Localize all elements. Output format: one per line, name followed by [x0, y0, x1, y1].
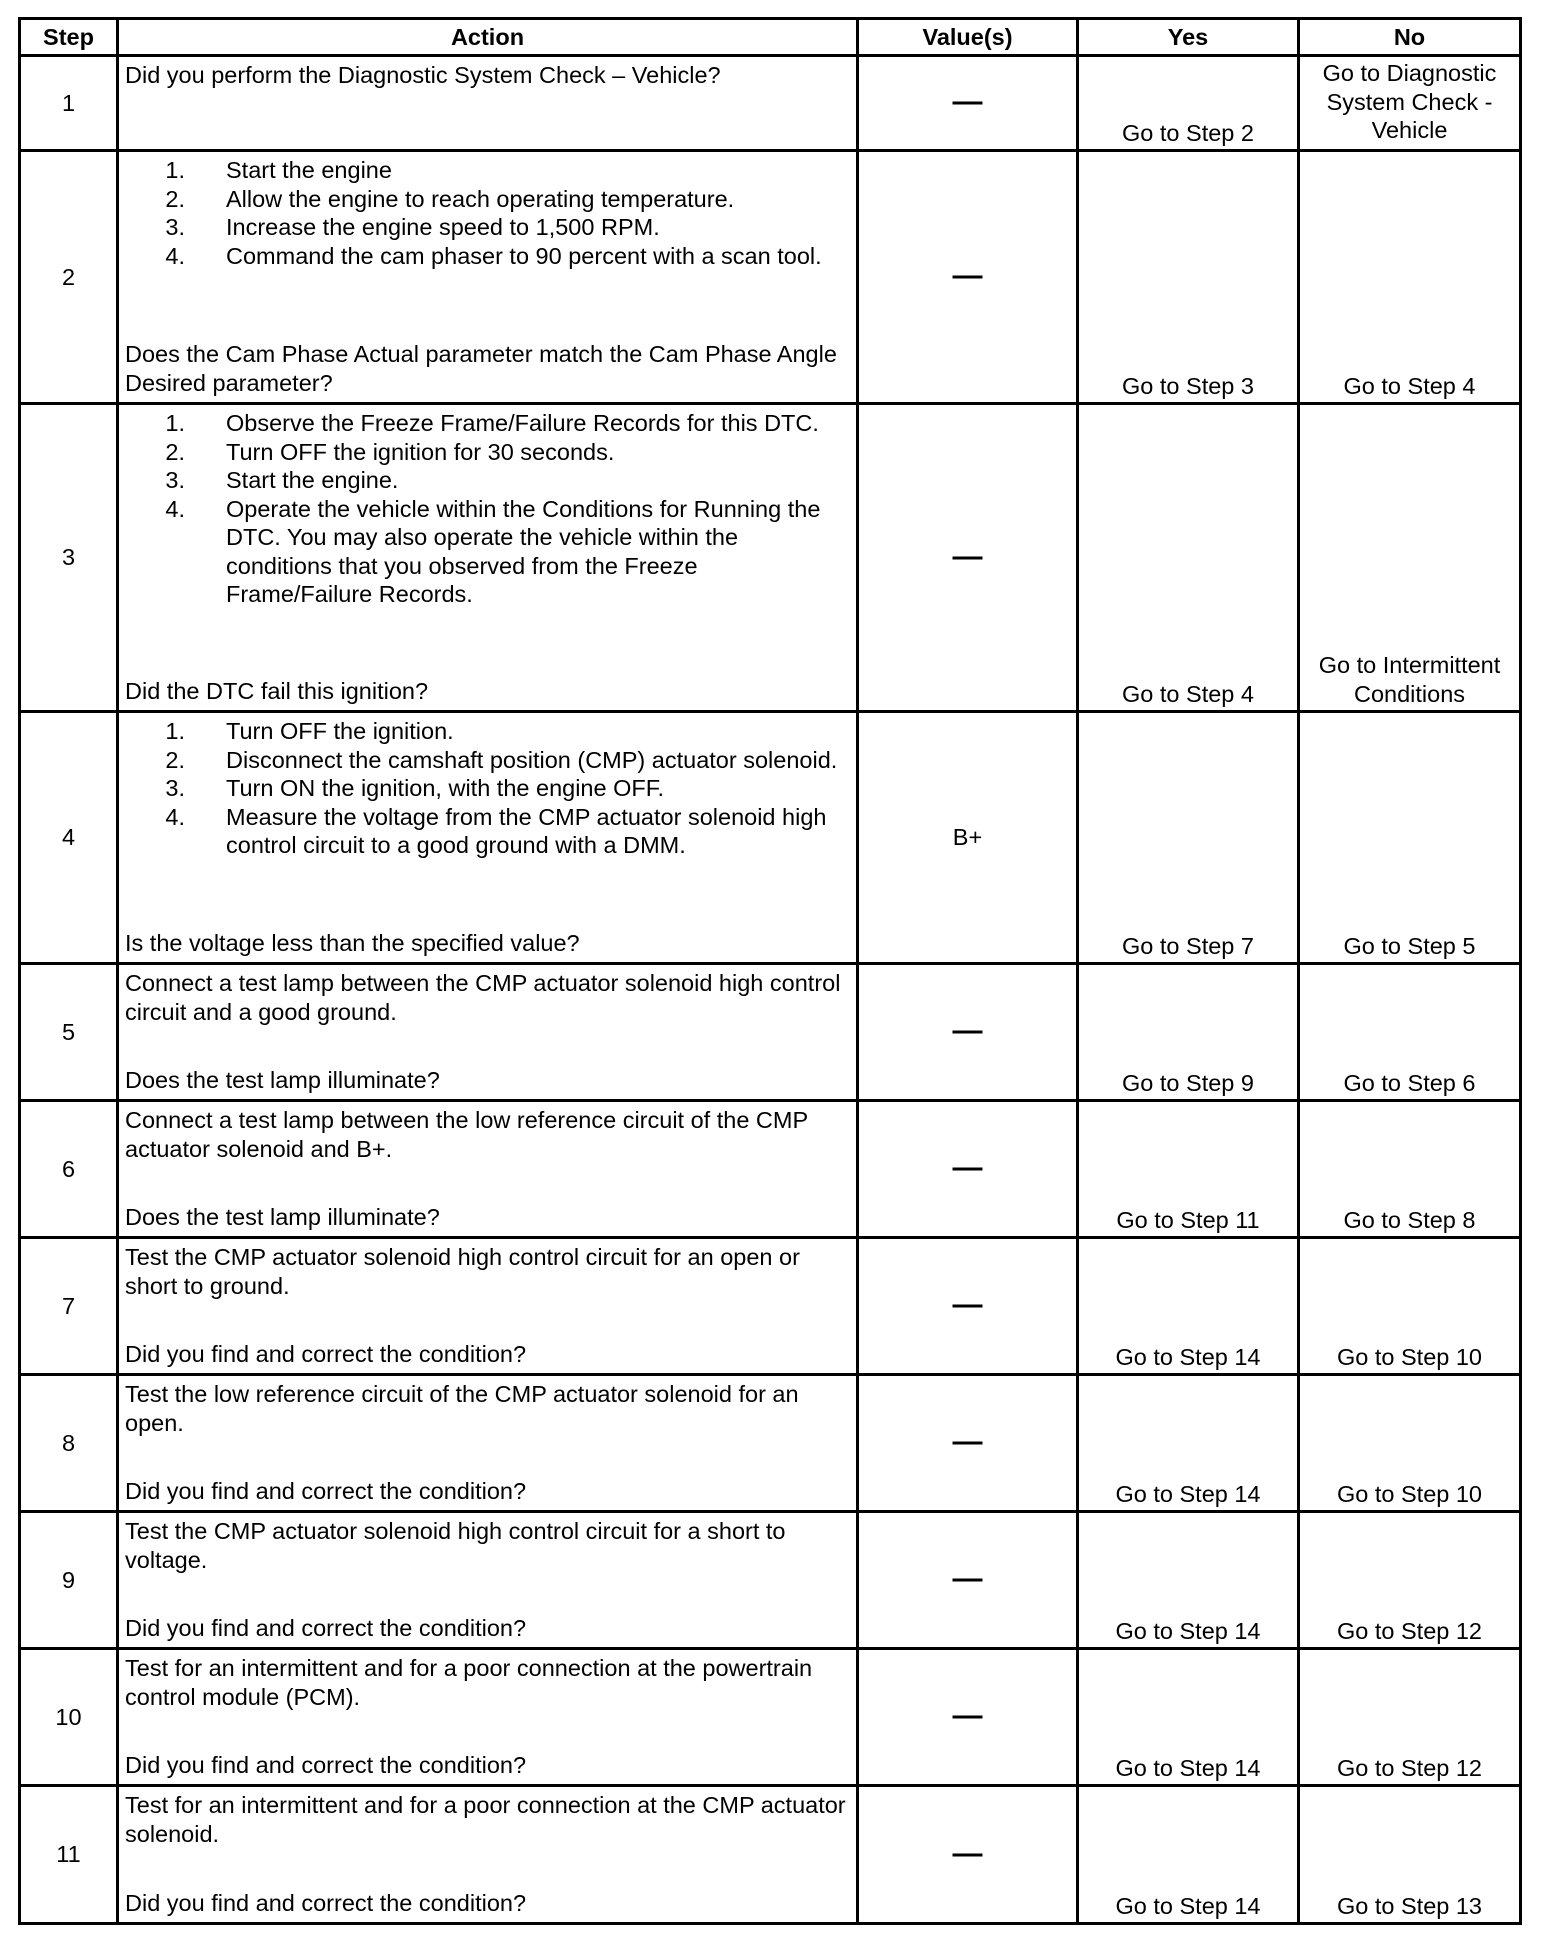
table-row	[20, 712, 1521, 964]
substep-item	[125, 717, 850, 746]
value-cell	[858, 1786, 1078, 1924]
yes-cell: Go to Step 14	[1078, 1375, 1299, 1512]
substep-number: 3.	[165, 214, 185, 240]
value-cell	[858, 151, 1078, 404]
header-values: Value(s)	[858, 19, 1078, 56]
no-cell: Go to Step 8	[1299, 1101, 1521, 1238]
substep-text: Command the cam phaser to 90 percent with a scan tool.	[226, 242, 822, 269]
yes-cell: Go to Step 2	[1078, 56, 1299, 151]
action-top	[125, 717, 850, 860]
action-question: Does the test lamp illuminate?	[125, 1066, 440, 1093]
action-cell	[118, 1649, 858, 1786]
substep-number: 1.	[165, 410, 185, 436]
action-cell	[118, 712, 858, 964]
substep-item	[125, 803, 850, 860]
step-number: 9	[20, 1512, 118, 1649]
action-top	[125, 1791, 850, 1848]
value-cell	[858, 404, 1078, 712]
value-text: —	[952, 85, 983, 119]
substep-item	[125, 438, 850, 467]
action-question: Does the Cam Phase Actual parameter match the Cam Phase Angle Desired parameter?	[125, 341, 837, 396]
action-content	[125, 1654, 850, 1779]
step-number: 6	[20, 1101, 118, 1238]
diagnostic-table	[18, 17, 1522, 1925]
no-cell: Go to Step 12	[1299, 1512, 1521, 1649]
substep-text: Start the engine	[226, 157, 392, 183]
action-question: Did the DTC fail this ignition?	[125, 677, 429, 704]
action-substeps	[125, 409, 850, 609]
action-cell	[118, 1375, 858, 1512]
table-row	[20, 1512, 1521, 1649]
no-cell: Go to Step 13	[1299, 1786, 1521, 1924]
action-content	[125, 1791, 850, 1917]
substep-text: Measure the voltage from the CMP actuator solenoid high control circuit to a good ground with a DMM.	[226, 803, 827, 858]
action-instruction: Test the CMP actuator solenoid high control circuit for a short to voltage.	[125, 1518, 786, 1573]
step-number: 8	[20, 1375, 118, 1512]
substep-item	[125, 213, 850, 242]
yes-cell: Go to Step 14	[1078, 1512, 1299, 1649]
substep-number: 3.	[165, 775, 185, 801]
table-header-row	[20, 19, 1521, 56]
action-instruction: Test for an intermittent and for a poor connection at the powertrain control module (PCM).	[125, 1655, 813, 1710]
substep-item	[125, 156, 850, 185]
step-number: 2	[20, 151, 118, 404]
action-top	[125, 156, 850, 270]
yes-cell: Go to Step 4	[1078, 404, 1299, 712]
substep-text: Observe the Freeze Frame/Failure Records for this DTC.	[226, 410, 819, 436]
action-cell	[118, 404, 858, 712]
action-instruction: Test the CMP actuator solenoid high control circuit for an open or short to ground.	[125, 1244, 800, 1299]
action-top	[125, 1517, 850, 1574]
yes-cell: Go to Step 3	[1078, 151, 1299, 404]
table-row	[20, 1375, 1521, 1512]
action-instruction: Connect a test lamp between the low reference circuit of the CMP actuator solenoid and B+.	[125, 1107, 808, 1162]
value-cell	[858, 56, 1078, 151]
value-cell	[858, 1649, 1078, 1786]
action-question: Did you find and correct the condition?	[125, 1614, 527, 1641]
action-question: Did you find and correct the condition?	[125, 1477, 527, 1504]
value-text: —	[952, 259, 983, 293]
substep-text: Turn OFF the ignition for 30 seconds.	[226, 438, 615, 465]
step-number: 4	[20, 712, 118, 964]
no-cell: Go to Step 12	[1299, 1649, 1521, 1786]
action-top	[125, 1106, 850, 1163]
value-text: —	[952, 1562, 983, 1596]
table-row	[20, 56, 1521, 151]
action-content	[125, 717, 850, 957]
action-top	[125, 61, 850, 90]
value-cell	[858, 1238, 1078, 1375]
action-substeps	[125, 156, 850, 270]
no-cell: Go to Step 10	[1299, 1238, 1521, 1375]
step-number: 3	[20, 404, 118, 712]
no-cell: Go to Intermittent Conditions	[1299, 404, 1521, 712]
substep-item	[125, 495, 850, 609]
action-instruction: Connect a test lamp between the CMP actuator solenoid high control circuit and a good ground.	[125, 970, 841, 1025]
action-instruction: Test for an intermittent and for a poor connection at the CMP actuator solenoid.	[125, 1792, 846, 1847]
step-number: 5	[20, 964, 118, 1101]
substep-text: Allow the engine to reach operating temperature.	[226, 185, 735, 212]
action-substeps	[125, 717, 850, 860]
yes-cell: Go to Step 7	[1078, 712, 1299, 964]
action-content	[125, 969, 850, 1094]
step-number: 10	[20, 1649, 118, 1786]
action-cell	[118, 1512, 858, 1649]
table-row	[20, 964, 1521, 1101]
action-content	[125, 409, 850, 705]
substep-number: 2.	[165, 185, 185, 212]
action-cell	[118, 56, 858, 151]
substep-text: Increase the engine speed to 1,500 RPM.	[226, 214, 660, 240]
action-top	[125, 1243, 850, 1300]
no-cell: Go to Step 10	[1299, 1375, 1521, 1512]
substep-number: 2.	[165, 438, 185, 465]
substep-item	[125, 409, 850, 438]
action-cell	[118, 151, 858, 404]
no-cell: Go to Diagnostic System Check - Vehicle	[1299, 56, 1521, 151]
action-cell	[118, 964, 858, 1101]
value-text: —	[952, 1699, 983, 1733]
substep-text: Disconnect the camshaft position (CMP) actuator solenoid.	[226, 746, 838, 773]
step-number: 7	[20, 1238, 118, 1375]
action-question: Did you find and correct the condition?	[125, 1889, 527, 1916]
substep-number: 1.	[165, 718, 185, 744]
step-number: 1	[20, 56, 118, 151]
action-cell	[118, 1786, 858, 1924]
value-text: —	[952, 1151, 983, 1185]
substep-text: Operate the vehicle within the Conditions for Running the DTC. You may also operate the vehicle within the conditions that you observed from the Freeze Frame/Failure Records.	[226, 495, 821, 607]
substep-text: Turn ON the ignition, with the engine OFF.	[226, 775, 665, 801]
action-top	[125, 409, 850, 609]
action-top	[125, 1654, 850, 1711]
step-number: 11	[20, 1786, 118, 1924]
value-text: —	[952, 1836, 983, 1870]
value-text: —	[952, 539, 983, 573]
action-top	[125, 1380, 850, 1437]
yes-cell: Go to Step 14	[1078, 1238, 1299, 1375]
substep-number: 4.	[165, 803, 185, 830]
substep-number: 4.	[165, 495, 185, 522]
substep-item	[125, 774, 850, 803]
table-row	[20, 1101, 1521, 1238]
header-step: Step	[20, 19, 118, 56]
action-top	[125, 969, 850, 1026]
value-cell	[858, 712, 1078, 964]
substep-number: 2.	[165, 746, 185, 773]
header-yes: Yes	[1078, 19, 1299, 56]
action-content	[125, 1517, 850, 1642]
header-action: Action	[118, 19, 858, 56]
table-row	[20, 1786, 1521, 1924]
action-question: Did you find and correct the condition?	[125, 1751, 527, 1778]
value-text: —	[952, 1014, 983, 1048]
value-cell	[858, 1375, 1078, 1512]
action-content	[125, 61, 850, 144]
header-no: No	[1299, 19, 1521, 56]
value-cell	[858, 964, 1078, 1101]
substep-text: Turn OFF the ignition.	[226, 718, 454, 744]
substep-item	[125, 242, 850, 271]
action-question: Does the test lamp illuminate?	[125, 1203, 440, 1230]
action-question: Did you find and correct the condition?	[125, 1340, 527, 1367]
yes-cell: Go to Step 14	[1078, 1786, 1299, 1924]
substep-item	[125, 185, 850, 214]
no-cell: Go to Step 6	[1299, 964, 1521, 1101]
action-content	[125, 1243, 850, 1368]
yes-cell: Go to Step 11	[1078, 1101, 1299, 1238]
yes-cell: Go to Step 14	[1078, 1649, 1299, 1786]
action-cell	[118, 1101, 858, 1238]
table-row	[20, 151, 1521, 404]
action-content	[125, 1380, 850, 1505]
action-question: Is the voltage less than the specified value?	[125, 929, 580, 956]
action-content	[125, 1106, 850, 1231]
no-cell: Go to Step 4	[1299, 151, 1521, 404]
substep-number: 4.	[165, 242, 185, 269]
action-cell	[118, 1238, 858, 1375]
action-instruction: Test the low reference circuit of the CMP actuator solenoid for an open.	[125, 1381, 799, 1436]
value-text: B+	[952, 824, 983, 851]
substep-number: 3.	[165, 467, 185, 493]
substep-text: Start the engine.	[226, 467, 399, 493]
substep-number: 1.	[165, 157, 185, 183]
action-content	[125, 156, 850, 397]
table-row	[20, 404, 1521, 712]
no-cell: Go to Step 5	[1299, 712, 1521, 964]
substep-item	[125, 746, 850, 775]
substep-item	[125, 466, 850, 495]
action-instruction: Did you perform the Diagnostic System Check – Vehicle?	[125, 62, 721, 88]
value-text: —	[952, 1288, 983, 1322]
value-cell	[858, 1512, 1078, 1649]
yes-cell: Go to Step 9	[1078, 964, 1299, 1101]
table-row	[20, 1238, 1521, 1375]
value-text: —	[952, 1425, 983, 1459]
value-cell	[858, 1101, 1078, 1238]
table-row	[20, 1649, 1521, 1786]
